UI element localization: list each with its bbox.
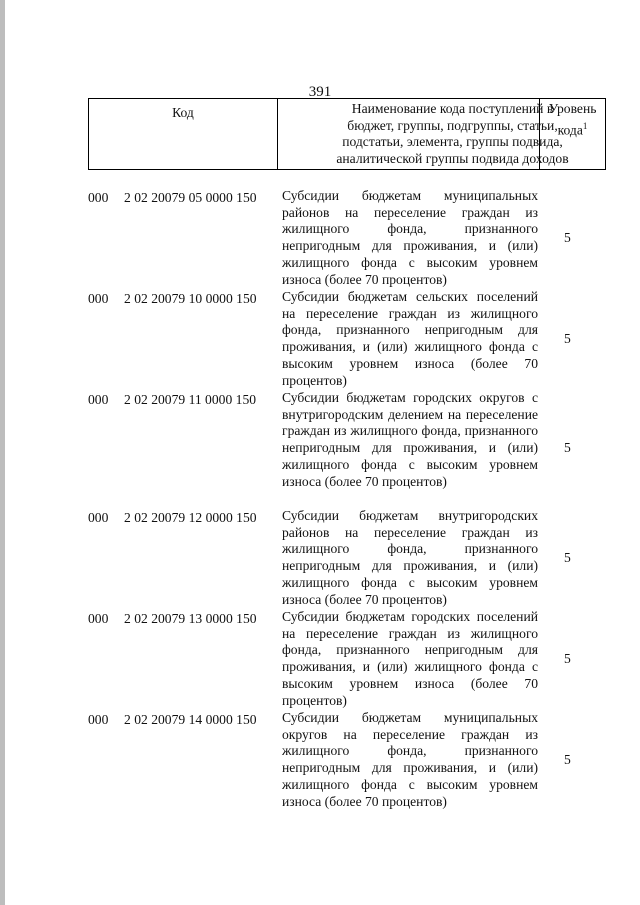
header-level-label: кода (557, 122, 583, 138)
row-level: 5 (564, 752, 571, 767)
row-admin-code: 000 (88, 190, 109, 205)
header-name-line: бюджет, группы, подгруппы, статьи, (347, 117, 558, 133)
row-revenue-code: 2 02 20079 05 0000 150 (124, 190, 257, 205)
row-name: Субсидии бюджетам внутригородских районов на переселение граждан из жилищного фонда, признанного непригодным для проживания, и (или) жилищного фонда с высоким уровнем износа (более 70 процентов) (282, 508, 538, 607)
row-name: Субсидии бюджетам городских поселений на переселение граждан из жилищного фонда, признанного непригодным для проживания, и (или) жилищного фонда с высоким уровнем износа (более 70 процентов) (282, 609, 538, 708)
header-name-line: Наименование кода поступлений в (351, 101, 554, 116)
table-header (88, 98, 606, 170)
row-revenue-code: 2 02 20079 12 0000 150 (124, 510, 257, 525)
row-level: 5 (564, 331, 571, 346)
row-level: 5 (564, 651, 571, 666)
row-admin-code: 000 (88, 291, 109, 306)
footnote-marker: 1 (582, 120, 588, 131)
row-name: Субсидии бюджетам муниципальных округов на переселение граждан из жилищного фонда, признанного непригодным для проживания, и (или) жилищного фонда с высоким уровнем износа (более 70 процентов) (282, 710, 538, 809)
row-admin-code: 000 (88, 392, 109, 407)
row-level: 5 (564, 440, 571, 455)
row-name: Субсидии бюджетам сельских поселений на переселение граждан из жилищного фонда, признанного непригодным для проживания, и (или) жилищного фонда с высоким уровнем износа (более 70 процентов) (282, 289, 538, 388)
header-level (539, 99, 606, 169)
header-level-line1: Уровень (548, 101, 597, 116)
row-revenue-code: 2 02 20079 10 0000 150 (124, 291, 257, 306)
row-revenue-code: 2 02 20079 14 0000 150 (124, 712, 257, 727)
row-name: Субсидии бюджетам городских округов с внутригородским делением на переселение граждан из жилищного фонда, признанного непригодным для проживания, и (или) жилищного фонда с высоким уровнем износа (более 70 процентов) (282, 390, 538, 489)
row-admin-code: 000 (88, 510, 109, 525)
page-number: 391 (308, 84, 332, 100)
row-admin-code: 000 (88, 712, 109, 727)
header-name-line: подстатьи, элемента, группы подвида, (342, 134, 563, 149)
page-edge-shadow (0, 0, 5, 905)
row-name: Субсидии бюджетам муниципальных районов на переселение граждан из жилищного фонда, признанного непригодным для проживания, и (или) жилищного фонда с высоким уровнем износа (более 70 процентов) (282, 188, 538, 287)
row-level: 5 (564, 550, 571, 565)
row-admin-code: 000 (88, 611, 109, 626)
header-code: Код (88, 99, 278, 169)
row-revenue-code: 2 02 20079 13 0000 150 (124, 611, 257, 626)
header-name-line: аналитической группы подвида доходов (336, 150, 569, 166)
header-level-line2 (540, 118, 605, 139)
row-revenue-code: 2 02 20079 11 0000 150 (124, 392, 257, 407)
row-level: 5 (564, 230, 571, 245)
